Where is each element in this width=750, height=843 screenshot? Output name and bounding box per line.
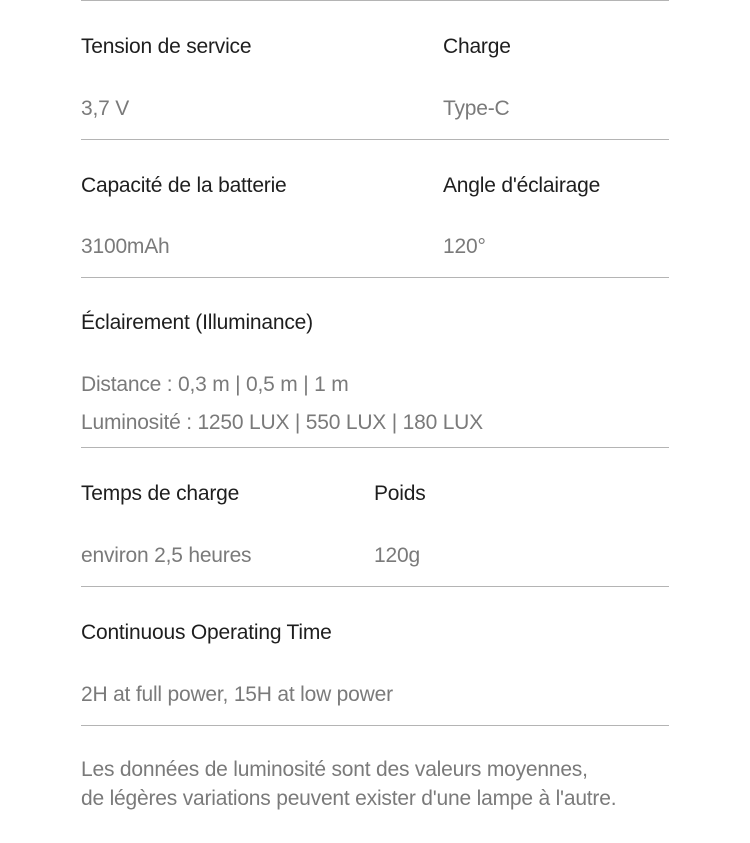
charge-label: Charge xyxy=(443,35,511,58)
angle-value: 120° xyxy=(443,235,486,258)
voltage-value: 3,7 V xyxy=(81,97,130,120)
divider xyxy=(81,277,669,278)
weight-value: 120g xyxy=(374,544,420,567)
angle-label: Angle d'éclairage xyxy=(443,174,601,197)
divider xyxy=(81,447,669,448)
illuminance-distance: Distance : 0,3 m | 0,5 m | 1 m xyxy=(81,373,349,396)
divider xyxy=(81,0,669,1)
charge-value: Type-C xyxy=(443,97,510,120)
voltage-label: Tension de service xyxy=(81,35,252,58)
footnote-line-2: de légères variations peuvent exister d'une lampe à l'autre. xyxy=(81,787,617,810)
battery-label: Capacité de la batterie xyxy=(81,174,287,197)
illuminance-brightness: Luminosité : 1250 LUX | 550 LUX | 180 LUX xyxy=(81,411,483,434)
divider xyxy=(81,586,669,587)
illuminance-label: Éclairement (Illuminance) xyxy=(81,311,313,334)
divider xyxy=(81,139,669,140)
charge-time-label: Temps de charge xyxy=(81,482,240,505)
weight-label: Poids xyxy=(374,482,426,505)
battery-value: 3100mAh xyxy=(81,235,170,258)
charge-time-value: environ 2,5 heures xyxy=(81,544,252,567)
operating-time-label: Continuous Operating Time xyxy=(81,621,332,644)
footnote-line-1: Les données de luminosité sont des valeurs moyennes, xyxy=(81,758,588,781)
divider xyxy=(81,725,669,726)
operating-time-value: 2H at full power, 15H at low power xyxy=(81,683,393,706)
